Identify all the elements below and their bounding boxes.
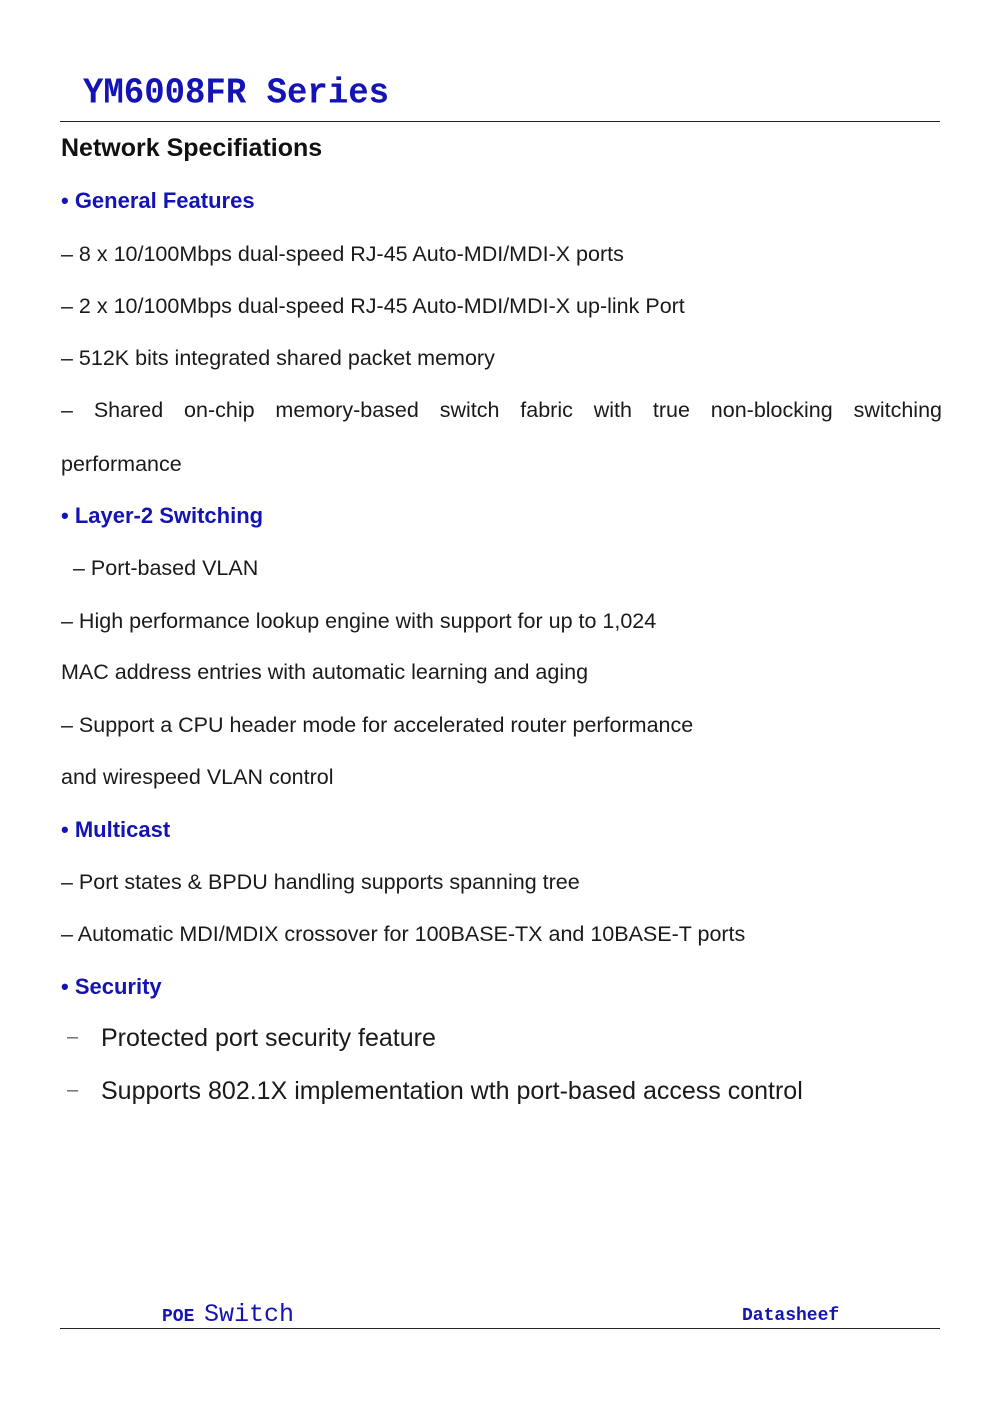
general-feature-item: – 2 x 10/100Mbps dual-speed RJ-45 Auto-MDI/MDI-X up-link Port [61,294,685,318]
layer2-item: – Port-based VLAN [73,556,259,580]
footer-rule [60,1328,940,1329]
general-feature-item: – 512K bits integrated shared packet memory [61,346,495,370]
footer-doc-type: Datasheef [742,1306,840,1326]
footer-product-name: Switch [204,1300,295,1329]
layer2-item-continued: MAC address entries with automatic learning and aging [61,660,589,684]
security-item [67,1077,803,1106]
security-item [67,1024,436,1053]
security-item-text: Supports 802.1X implementation wth port-based access control [101,1077,803,1105]
footer-product [162,1300,294,1329]
general-features-heading: • General Features [61,188,255,213]
dash-marker: – [67,1026,79,1048]
security-heading: • Security [61,974,162,999]
dash-marker: – [67,1079,79,1101]
layer2-switching-heading: • Layer-2 Switching [61,503,264,528]
header-rule [60,121,940,122]
series-title: YM6008FR Series [83,74,390,114]
general-feature-item: – 8 x 10/100Mbps dual-speed RJ-45 Auto-MDI/MDI-X ports [61,242,624,266]
general-feature-item-continued: performance [61,452,182,476]
security-item-text: Protected port security feature [101,1024,436,1052]
section-heading: Network Specifiations [61,134,323,162]
footer-product-prefix: POE [162,1307,195,1327]
general-feature-item: – Shared on-chip memory-based switch fabric with true non-blocking switching [61,398,942,422]
layer2-item: – Support a CPU header mode for accelerated router performance [61,713,694,737]
multicast-item: – Port states & BPDU handling supports spanning tree [61,870,580,894]
layer2-item-continued: and wirespeed VLAN control [61,765,334,789]
multicast-heading: • Multicast [61,817,171,842]
layer2-item: – High performance lookup engine with support for up to 1,024 [61,609,657,633]
multicast-item: – Automatic MDI/MDIX crossover for 100BASE-TX and 10BASE-T ports [61,922,746,946]
